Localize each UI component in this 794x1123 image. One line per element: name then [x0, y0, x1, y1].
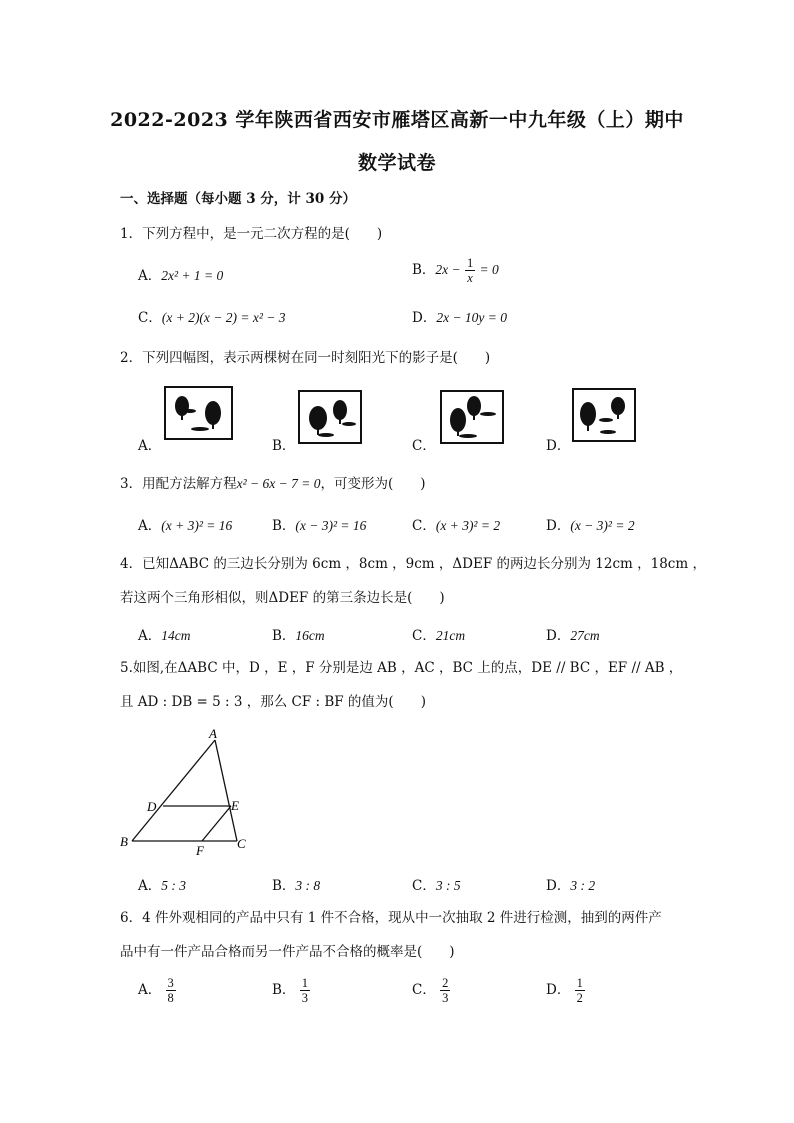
question-4-line2: 若这两个三角形相似，则ΔDEF 的第三条边长是( ) [120, 590, 445, 606]
question-5-line2: 且 AD : DB = 5 : 3 ，那么 CF : BF 的值为( ) [120, 694, 426, 710]
q1-option-c: C．(x + 2)(x − 2) = x² − 3 [138, 310, 286, 326]
q4-option-a: A．14cm [138, 628, 191, 644]
question-6-line2: 品中有一件产品合格而另一件产品不合格的概率是( ) [120, 944, 455, 960]
q3-option-d: D．(x − 3)² = 2 [546, 518, 635, 534]
q2-option-c-label: C． [412, 438, 436, 454]
q4-option-d: D．27cm [546, 628, 600, 644]
q2-option-b-label: B． [272, 438, 296, 454]
point-label-f: F [196, 843, 204, 858]
q3-option-b: B．(x − 3)² = 16 [272, 518, 367, 534]
point-label-e: E [231, 798, 239, 813]
q2-option-c-figure [440, 390, 504, 444]
question-5-line1: 5.如图,在ΔABC 中，D ，E ，F 分别是边 AB ，AC ，BC 上的点，DE // BC ，EF // AB ， [120, 660, 683, 676]
vertex-label-b: B [120, 834, 128, 849]
q5-option-a: A．5 : 3 [138, 878, 186, 894]
q4-option-b: B．16cm [272, 628, 325, 644]
triangle-figure [110, 722, 270, 862]
trees-shadow-figure-d [574, 390, 634, 440]
q3-option-a: A．(x + 3)² = 16 [138, 518, 233, 534]
q1-b-fraction: $\frac{1}{x}$ [466, 256, 474, 285]
q3-option-c: C．(x + 3)² = 2 [412, 518, 501, 534]
q2-option-a-figure [164, 386, 233, 440]
q2-option-d-figure [572, 388, 636, 442]
q1-option-d: D．2x − 10y = 0 [412, 310, 508, 326]
vertex-label-a: A [209, 726, 217, 741]
q5-option-c: C．3 : 5 [412, 878, 461, 894]
page-title: 2022-2023 学年陕西省西安市雁塔区高新一中九年级（上）期中 [110, 109, 684, 131]
side-ac [215, 740, 237, 841]
trees-shadow-figure-c [442, 392, 502, 442]
q5-option-d: D．3 : 2 [546, 878, 596, 894]
side-ab [132, 740, 215, 841]
q6-option-c: C． $\frac{2}{3}$ [412, 976, 449, 1005]
q2-option-a-label: A． [138, 438, 162, 454]
q6-option-a: A． $\frac{3}{8}$ [138, 976, 174, 1005]
q1-option-b: B．2x − $\frac{1}{x}$ = 0 [412, 256, 499, 285]
section-heading: 一、选择题（每小题 3 分，计 30 分） [120, 191, 356, 207]
q2-option-d-label: D． [546, 438, 571, 454]
question-2-stem: 2．下列四幅图，表示两棵树在同一时刻阳光下的影子是( ) [120, 350, 491, 366]
q5-option-b: B．3 : 8 [272, 878, 321, 894]
question-1-stem: 1．下列方程中，是一元二次方程的是( ) [120, 226, 383, 242]
q6-option-b: B． $\frac{1}{3}$ [272, 976, 308, 1005]
question-6-line1: 6．4 件外观相同的产品中只有 1 件不合格，现从中一次抽取 2 件进行检测，抽到的两件产 [120, 910, 662, 926]
q6-option-d: D． $\frac{1}{2}$ [546, 976, 583, 1005]
q4-option-c: C．21cm [412, 628, 466, 644]
page-subtitle: 数学试卷 [357, 152, 436, 174]
point-label-d: D [147, 799, 157, 814]
question-4-line1: 4．已知ΔABC 的三边长分别为 6cm ，8cm ，9cm ，ΔDEF 的两边长分别为 12cm ，18cm ， [120, 556, 706, 572]
segment-ef [202, 806, 231, 841]
q2-option-b-figure [298, 390, 362, 444]
vertex-label-c: C [237, 836, 246, 851]
trees-shadow-figure-b [300, 392, 360, 442]
q1-option-a: A．2x² + 1 = 0 [138, 268, 224, 284]
trees-shadow-figure-a [166, 388, 231, 438]
question-3-stem: 3．用配方法解方程x² − 6x − 7 = 0，可变形为( ) [120, 476, 426, 492]
